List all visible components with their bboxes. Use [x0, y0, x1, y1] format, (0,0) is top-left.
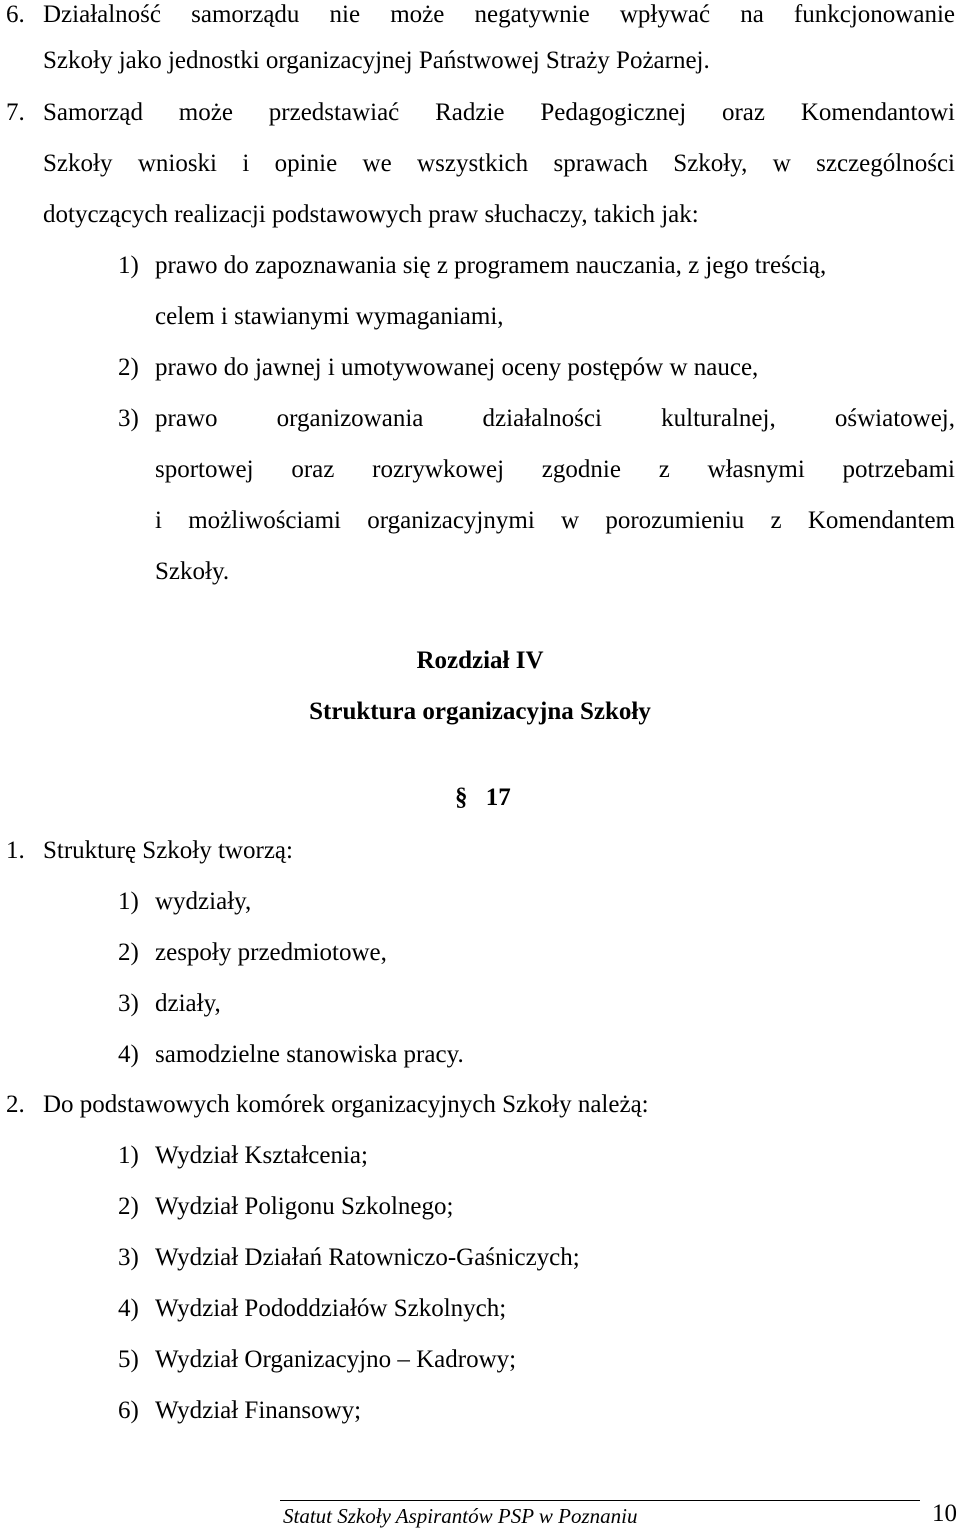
footer-title: Statut Szkoły Aspirantów PSP w Poznaniu: [283, 1504, 638, 1528]
list-item-number: 3): [118, 990, 139, 1017]
list-item-text: Wydział Finansowy;: [155, 1397, 362, 1424]
list-item-number: 6): [118, 1397, 139, 1424]
list-item-text: zespoły przedmiotowe,: [155, 939, 387, 966]
point-1-number: 1.: [6, 837, 25, 864]
section-6-number: 6.: [6, 1, 25, 28]
list-item-text: prawo do jawnej i umotywowanej oceny postępów w nauce,: [155, 354, 759, 381]
list-item-number: 5): [118, 1346, 139, 1373]
footer-divider: [280, 1500, 920, 1501]
list-item-number: 4): [118, 1295, 139, 1322]
list-item-number: 3): [118, 1244, 139, 1271]
section-6-line-2: Szkoły jako jednostki organizacyjnej Państwowej Straży Pożarnej.: [43, 47, 710, 74]
list-item-text: działy,: [155, 990, 221, 1017]
chapter-subtitle: Struktura organizacyjna Szkoły: [309, 698, 651, 725]
section-7-line-1: Samorząd może przedstawiać Radzie Pedagogicznej oraz Komendantowi: [43, 99, 955, 126]
section-7-line-3: dotyczących realizacji podstawowych praw słuchaczy, takich jak:: [43, 201, 699, 228]
list-item-text: Wydział Pododdziałów Szkolnych;: [155, 1295, 507, 1322]
list-item-text: i możliwościami organizacyjnymi w porozumieniu z Komendantem: [155, 507, 955, 534]
list-item-number: 1): [118, 1142, 139, 1169]
list-item-text: Wydział Poligonu Szkolnego;: [155, 1193, 454, 1220]
list-item-text: samodzielne stanowiska pracy.: [155, 1041, 464, 1068]
list-item-text: Szkoły.: [155, 558, 230, 585]
list-item-number: 4): [118, 1041, 139, 1068]
list-item-number: 3): [118, 405, 139, 432]
list-item-number: 2): [118, 1193, 139, 1220]
point-1-text: Strukturę Szkoły tworzą:: [43, 837, 293, 864]
list-item-number: 2): [118, 354, 139, 381]
list-item-text: Wydział Organizacyjno – Kadrowy;: [155, 1346, 517, 1373]
list-item-text: prawo organizowania działalności kulturalnej, oświatowej,: [155, 405, 955, 432]
list-item-number: 1): [118, 252, 139, 279]
list-item-number: 2): [118, 939, 139, 966]
list-item-text: Wydział Działań Ratowniczo-Gaśniczych;: [155, 1244, 580, 1271]
list-item-text: sportowej oraz rozrywkowej zgodnie z własnymi potrzebami: [155, 456, 955, 483]
section-sign: §: [455, 784, 468, 811]
list-item-text: prawo do zapoznawania się z programem nauczania, z jego treścią,: [155, 252, 827, 279]
point-2-number: 2.: [6, 1091, 25, 1118]
list-item-number: 1): [118, 888, 139, 915]
section-7-number: 7.: [6, 99, 25, 126]
section-7-line-2: Szkoły wnioski i opinie we wszystkich sprawach Szkoły, w szczególności: [43, 150, 955, 177]
chapter-title: Rozdział IV: [416, 647, 544, 674]
page-number: 10: [932, 1500, 957, 1527]
list-item-text: celem i stawianymi wymaganiami,: [155, 303, 504, 330]
paragraph-heading: [455, 784, 511, 812]
list-item-text: wydziały,: [155, 888, 252, 915]
point-2-text: Do podstawowych komórek organizacyjnych Szkoły należą:: [43, 1091, 649, 1118]
section-6-line-1: Działalność samorządu nie może negatywnie wpływać na funkcjonowanie: [43, 1, 955, 28]
paragraph-number: 17: [485, 784, 511, 811]
list-item-text: Wydział Kształcenia;: [155, 1142, 368, 1169]
